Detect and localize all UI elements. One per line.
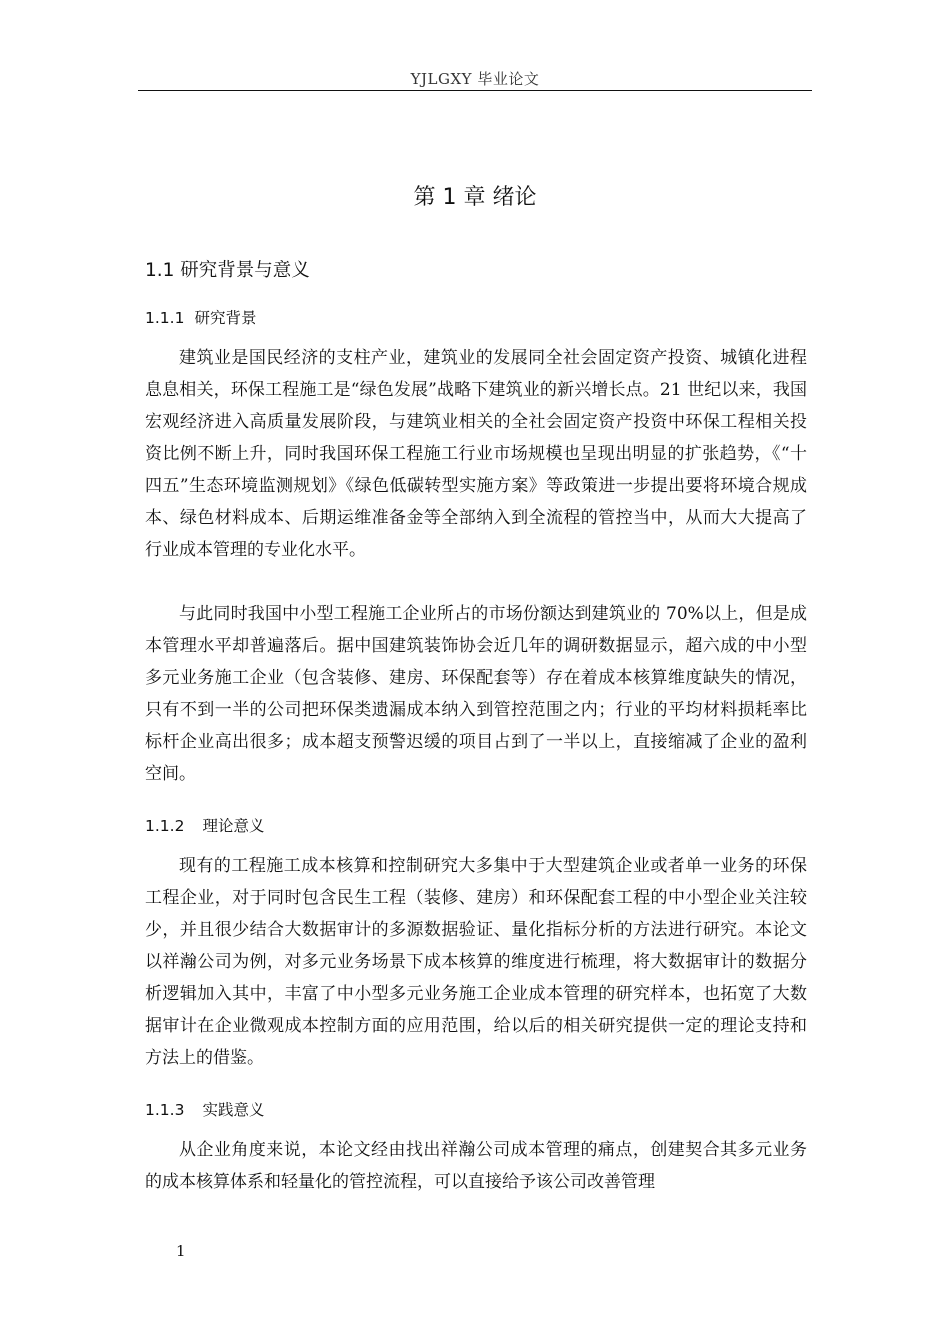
running-header: YJLGXY 毕业论文 xyxy=(410,70,540,88)
body-paragraph-theory: 现有的工程施工成本核算和控制研究大多集中于大型建筑企业或者单一业务的环保工程企业，对于同时包含民生工程（装修、建房）和环保配套工程的中小型企业关注较少，并且很少结合大数据审计的多源数据验证、量化指标分析的方法进行研究。本论文以祥瀚公司为例，对多元业务场景下成本核算的维度进行梳理，将大数据审计的数据分析逻辑加入其中，丰富了中小型多元业务施工企业成本管理的研究样本，也拓宽了大数据审计在企业微观成本控制方面的应用范围，给以后的相关研究提供一定的理论支持和方法上的借鉴。 xyxy=(145,856,807,1068)
header-divider xyxy=(138,90,812,91)
subsection-number: 1.1.3 xyxy=(145,1101,185,1119)
section-heading-1-1: 1.1 研究背景与意义 xyxy=(145,260,310,281)
page-number: 1 xyxy=(176,1242,186,1260)
subsection-title: 实践意义 xyxy=(202,1101,265,1119)
subsection-heading-1-1-2 xyxy=(145,814,264,836)
subsection-heading-1-1-3 xyxy=(145,1098,264,1120)
subsection-title: 理论意义 xyxy=(202,817,265,835)
body-paragraph-background-1: 建筑业是国民经济的支柱产业，建筑业的发展同全社会固定资产投资、城镇化进程息息相关，环保工程施工是“绿色发展”战略下建筑业的新兴增长点。21 世纪以来，我国宏观经济进入高质量发展阶段，与建筑业相关的全社会固定资产投资中环保工程相关投资比例不断上升，同时我国环保工程施工行业市场规模也呈现出明显的扩张趋势，《“十四五”生态环境监测规划》《绿色低碳转型实施方案》等政策进一步提出要将环境合规成本、绿色材料成本、后期运维准备金等全部纳入到全流程的管控当中，从而大大提高了行业成本管理的专业化水平。 xyxy=(145,348,807,560)
subsection-number: 1.1.1 xyxy=(145,309,185,327)
body-paragraph-background-2: 与此同时我国中小型工程施工企业所占的市场份额达到建筑业的 70%以上，但是成本管理水平却普遍落后。据中国建筑装饰协会近几年的调研数据显示，超六成的中小型多元业务施工企业（包含装修、建房、环保配套等）存在着成本核算维度缺失的情况，只有不到一半的公司把环保类遗漏成本纳入到管控范围之内；行业的平均材料损耗率比标杆企业高出很多；成本超支预警迟缓的项目占到了一半以上，直接缩减了企业的盈利空间。 xyxy=(145,604,807,784)
chapter-title: 第 1 章 绪论 xyxy=(413,185,537,210)
subsection-heading-1-1-1 xyxy=(145,306,256,328)
body-paragraph-practice: 从企业角度来说，本论文经由找出祥瀚公司成本管理的痛点，创建契合其多元业务的成本核算体系和轻量化的管控流程，可以直接给予该公司改善管理 xyxy=(145,1140,807,1192)
subsection-title: 研究背景 xyxy=(194,309,257,327)
subsection-number: 1.1.2 xyxy=(145,817,185,835)
